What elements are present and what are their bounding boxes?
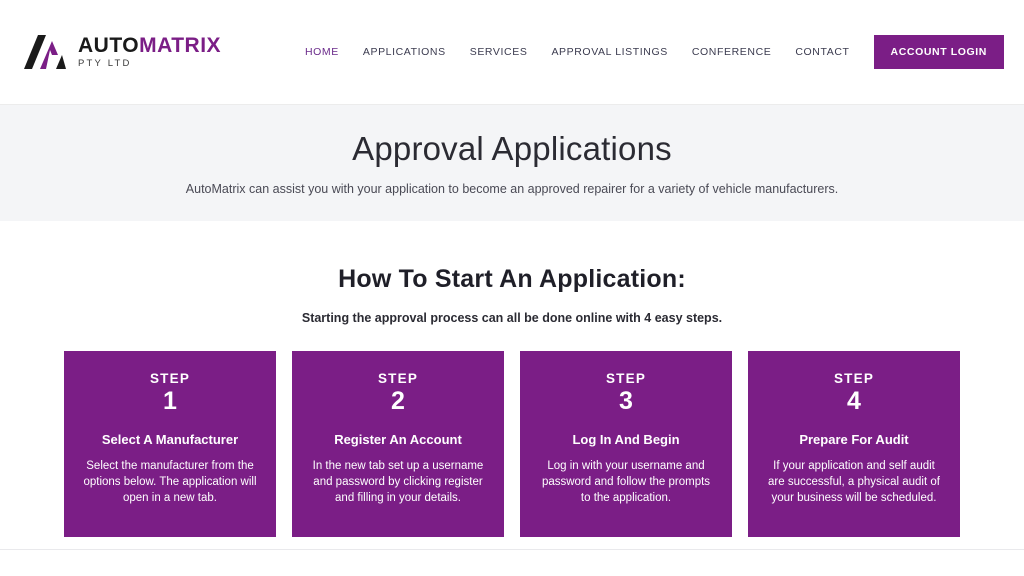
account-login-button[interactable]: ACCOUNT LOGIN — [874, 35, 1004, 69]
step-word: STEP — [605, 371, 647, 386]
section-divider — [0, 549, 1024, 550]
step-card — [64, 351, 276, 537]
logo-title-part1: AUTO — [78, 34, 140, 58]
nav-approval-listings[interactable]: APPROVAL LISTINGS — [551, 46, 668, 58]
nav-conference[interactable]: CONFERENCE — [691, 46, 772, 58]
steps-list — [0, 351, 1024, 537]
site-logo[interactable] — [22, 33, 221, 71]
step-title: Log In And Begin — [572, 431, 680, 447]
site-header — [0, 0, 1024, 104]
step-description: In the new tab set up a username and password by clicking register and filling in your details. — [312, 459, 484, 505]
nav-contact[interactable]: CONTACT — [795, 46, 850, 58]
logo-title-part2: MATRIX — [139, 34, 222, 58]
step-card — [292, 351, 504, 537]
step-card — [748, 351, 960, 537]
hero-subtitle: AutoMatrix can assist you with your application to become an approved repairer for a variety of vehicle manufacturers. — [185, 182, 839, 196]
step-title: Register An Account — [334, 431, 462, 447]
step-number: 2 — [391, 387, 405, 415]
section-heading: How To Start An Application: — [338, 265, 686, 293]
logo-subtitle: PTY LTD — [78, 58, 132, 70]
hero-banner — [0, 104, 1024, 221]
step-description: If your application and self audit are successful, a physical audit of your business will be scheduled. — [768, 459, 940, 505]
step-description: Log in with your username and password and follow the prompts to the application. — [541, 459, 711, 505]
step-word: STEP — [377, 371, 419, 386]
page-title: Approval Applications — [352, 130, 672, 167]
nav-applications[interactable]: APPLICATIONS — [362, 46, 446, 58]
step-title: Select A Manufacturer — [101, 431, 239, 447]
section-subheading: Starting the approval process can all be done online with 4 easy steps. — [301, 311, 723, 325]
main-navigation — [305, 35, 1004, 69]
step-card — [520, 351, 732, 537]
step-title: Prepare For Audit — [799, 431, 909, 447]
step-word: STEP — [149, 371, 191, 386]
logo-text — [78, 35, 221, 69]
step-number: 4 — [847, 387, 861, 415]
nav-services[interactable]: SERVICES — [469, 46, 528, 58]
automatrix-a-logo-icon — [22, 33, 68, 71]
step-number: 1 — [163, 387, 177, 415]
step-number: 3 — [619, 387, 633, 415]
step-description: Select the manufacturer from the options below. The application will open in a new tab. — [83, 459, 257, 505]
step-word: STEP — [833, 371, 875, 386]
how-to-start-section — [0, 221, 1024, 576]
logo-title — [78, 34, 221, 57]
nav-home[interactable]: HOME — [304, 46, 339, 58]
